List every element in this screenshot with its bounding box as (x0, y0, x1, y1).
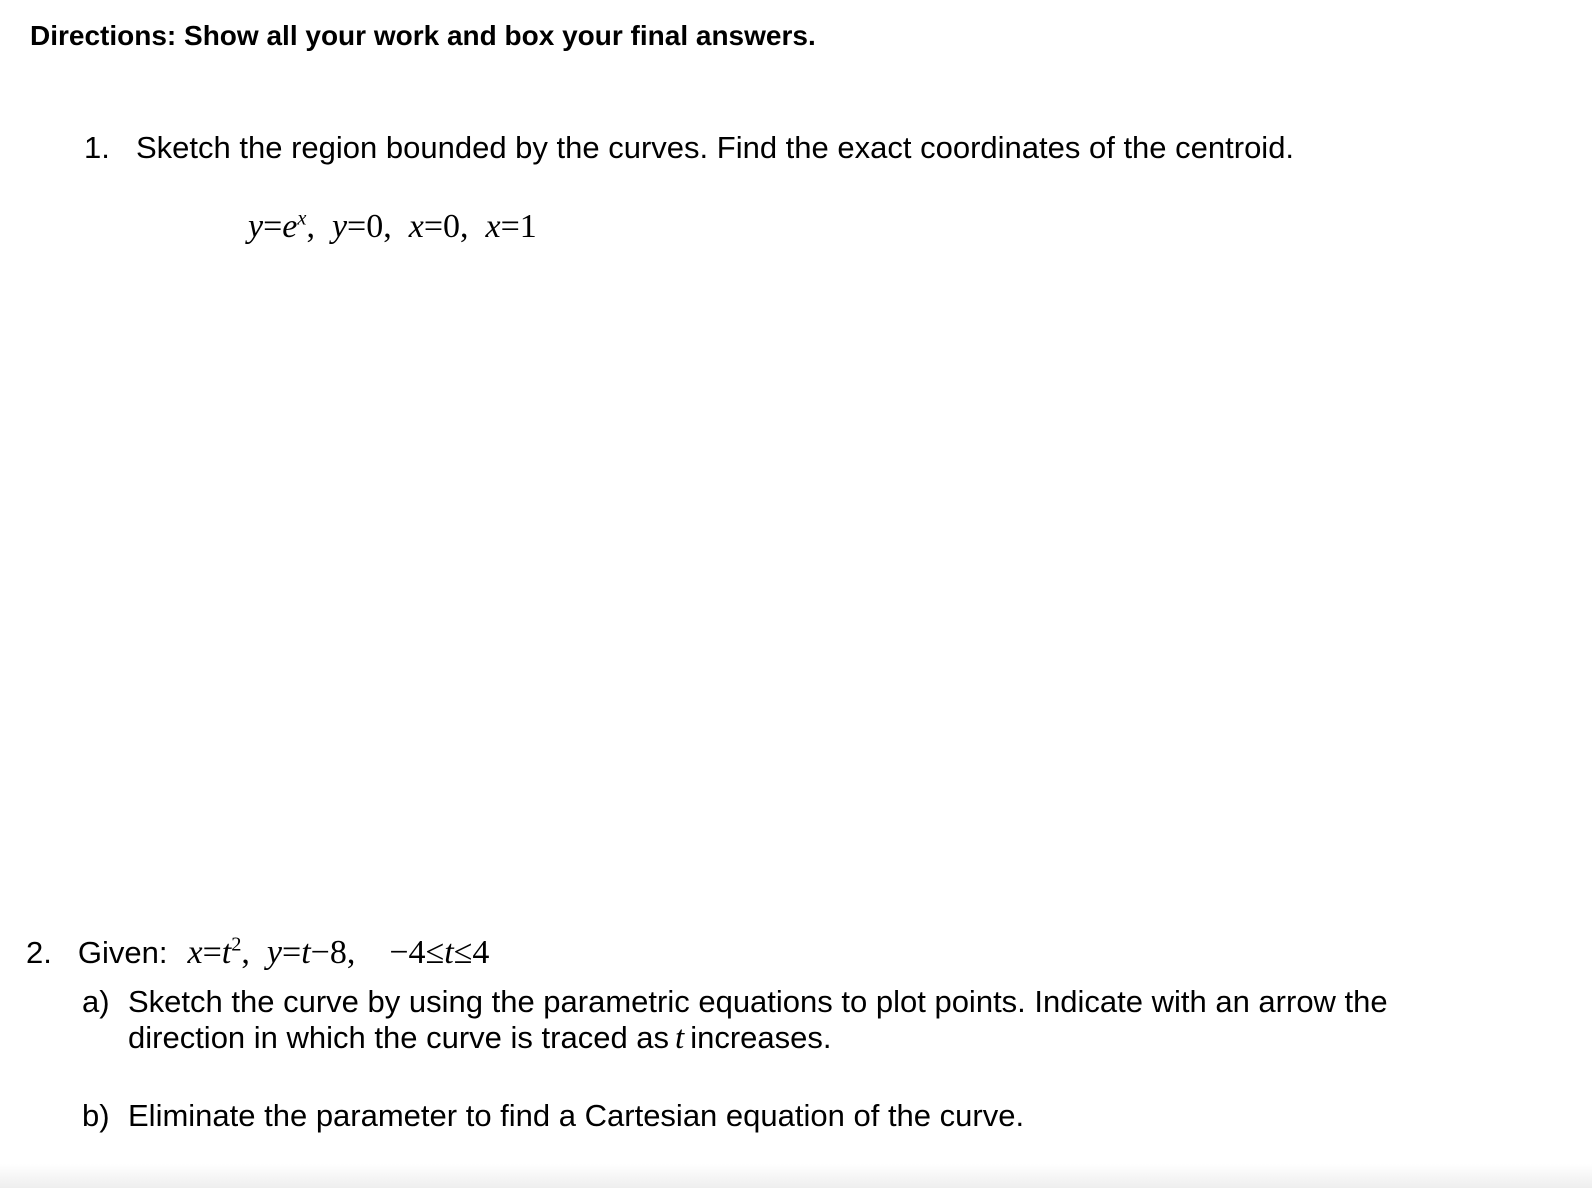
eq-comma: , (460, 208, 469, 245)
eq-var-x: x (408, 208, 424, 245)
part-b-text: Eliminate the parameter to find a Cartesian equation of the curve. (128, 1098, 1025, 1133)
eq-var-x: x (485, 208, 501, 245)
eq-one: 1 (519, 208, 537, 245)
eq-range-start: −4 (389, 934, 426, 971)
eq-var-x: x (187, 934, 203, 971)
eq-comma: , (383, 208, 392, 245)
eq-var-t: t (301, 934, 311, 971)
eq-equals: = (347, 208, 367, 245)
eq-le: ≤ (425, 934, 445, 971)
eq-equals: = (263, 208, 283, 245)
eq-range-end: 4 (472, 934, 490, 971)
part-a-line-2-after: increases. (690, 1020, 832, 1055)
eq-exponent-x: x (297, 207, 307, 230)
eq-zero: 0 (443, 208, 460, 245)
eq-var-e: e (282, 208, 298, 245)
question-1-number: 1. (84, 130, 110, 165)
part-a-var-t: t (675, 1020, 685, 1056)
question-2-part-b (82, 1098, 1024, 1134)
eq-var-t: t (221, 934, 232, 971)
question-2-part-a (82, 984, 1388, 1020)
question-2-given-line (26, 934, 489, 972)
directions-heading: Directions: Show all your work and box your final answers. (30, 20, 816, 51)
part-b-label: b) (82, 1098, 110, 1133)
eq-comma: , (306, 208, 315, 245)
bottom-shade (0, 1164, 1592, 1188)
eq-var-y: y (248, 208, 264, 245)
eq-zero: 0 (366, 208, 384, 245)
question-2-number: 2. (26, 935, 52, 970)
eq-exponent-2: 2 (231, 933, 242, 956)
eq-equals: = (423, 208, 443, 245)
eq-le: ≤ (453, 934, 473, 971)
part-a-line-2-before: direction in which the curve is traced as (128, 1020, 670, 1055)
eq-var-y: y (266, 934, 282, 971)
question-2-equation: $x=t^2$, y=t−8, −4≤t≤4 (187, 933, 490, 971)
question-1-equation (248, 208, 537, 246)
question-1-text: Sketch the region bounded by the curves. Find the exact coordinates of the centroid. (136, 130, 1295, 165)
question-2-given-label: Given: (77, 935, 168, 970)
part-a-label: a) (82, 984, 110, 1019)
part-a-line-1: Sketch the curve by using the parametric equations to plot points. Indicate with an arrow the (128, 984, 1388, 1019)
eq-var-t: t (444, 934, 454, 971)
eq-equals: = (500, 208, 520, 245)
eq-var-y: y (331, 208, 348, 245)
question-2-part-a-line-2 (128, 1020, 832, 1057)
eq-minus-8: −8, (310, 934, 356, 971)
